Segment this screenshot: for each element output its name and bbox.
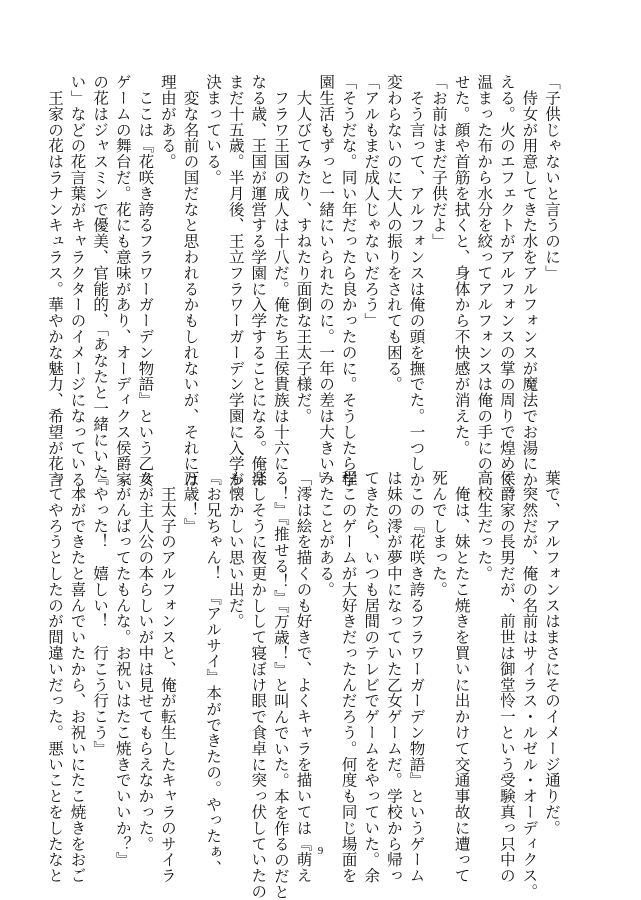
text-line: 『やった！ 嬉しい！ 行こう行こう』 — [91, 470, 110, 757]
text-line: みたことがある。 — [317, 470, 336, 598]
text-block-bottom — [43, 470, 563, 900]
text-line: 変な名前の国だなと思われるかもしれないが、それには — [181, 74, 200, 488]
text-line: 葉で、アルフォンスはまさにそのイメージ通りだ。 — [543, 470, 561, 836]
text-line: も懐かしい思い出だ。 — [226, 470, 245, 629]
text-line: 侯爵家の長男だが、前世は御堂怜一という受験真っ只中の — [497, 470, 516, 884]
text-line: 「澪は絵を描くのも好きで、よくキャラを描いては『萌え — [294, 470, 313, 884]
text-line: 俺は、妹とたこ焼きを買いに出かけて交通事故に遭って — [452, 470, 471, 884]
text-line: い」などの花言葉がキャラクターのイメージになっている。 — [68, 74, 87, 504]
text-line: ゲームの舞台だ。花にも意味があり、オーディクス侯爵家 — [113, 74, 132, 488]
text-line: 大人びてみたり、すねたり面倒な王太子様だ。 — [294, 74, 313, 424]
text-line: せた。顔や首筋を拭くと、身体から不快感が消えた。 — [452, 74, 471, 456]
text-line: 「アルもまだ成人じゃないだろう」 — [362, 74, 381, 329]
text-line: 『お兄ちゃん！ 『アルサイ』本ができたの。やったぁ、 — [204, 470, 223, 876]
text-line: 園生活もずっと一緒にいられたのに。一年の差は大きい」 — [317, 74, 336, 488]
text-line: 決まっている。 — [204, 74, 223, 186]
text-line: スが主人公の本らしいが中は見せてもらえなかった。 — [136, 470, 155, 852]
text-line: そう言って、アルフォンスは俺の頭を撫でた。一つしか — [407, 74, 426, 488]
text-line: る！』『推せる！』『万歳！』と叫んでいた。本を作るのだと — [271, 470, 290, 900]
text-line: ここは『花咲き誇るフラワーガーデン物語』という乙女 — [136, 74, 155, 488]
text-line: 王太子のアルフォンスと、俺が転生したキャラのサイラ — [158, 470, 177, 884]
text-line: 万歳！』 — [181, 470, 200, 534]
text-line: 突然だが、俺の名前はサイラス・ルゼル・オーディクス。 — [520, 470, 539, 900]
text-line: 温まった布から水分を絞ってアルフォンスは俺の手にの — [475, 74, 494, 472]
text-line: 「子供じゃないと言うのに」 — [543, 74, 561, 281]
text-line: この『花咲き誇るフラワーガーデン物語』というゲーム — [407, 470, 426, 884]
text-line: 死んでしまった。 — [430, 470, 449, 598]
text-line: 侍女が用意してきた水をアルフォンスが魔法でお湯にか — [520, 74, 539, 488]
text-line: 王家の花はラナンキュラス。華やかな魅力、希望が花言 — [45, 74, 64, 488]
page-number: 9 — [317, 845, 324, 857]
text-line: 高校生だった。 — [475, 470, 494, 582]
text-line: は妹の澪が夢中になっていた乙女ゲームだ。学校から帰っ — [384, 470, 403, 884]
text-line: の花はジャスミンで優美、官能的、「あなたと一緒にいた — [91, 74, 110, 480]
text-line: 程このゲームが大好きだったんだろう。何度も同じ場面を — [339, 470, 358, 884]
text-line: まだ十五歳。半月後、王立フラワーガーデン学園に入学が — [226, 74, 245, 488]
text-line: 「そうだな。同い年だったら良かったのに。そうしたら学 — [339, 74, 358, 488]
text-line: 理由がある。 — [158, 74, 177, 170]
text-line: える。火のエフェクトがアルフォンスの掌の周りで煌めく。 — [497, 74, 516, 504]
text-line: 『がんばってたもんな。お祝いはたこ焼きでいいか？』 — [113, 470, 132, 868]
text-line: ってやろうとしたのが間違いだった。悪いことをしたなと — [45, 470, 64, 884]
text-line: 「お前はまだ子供だよ」 — [430, 74, 449, 249]
text-line: フラワ王国の成人は十八だ。俺たち王侯貴族は十六に — [271, 74, 290, 472]
text-line: 楽しそうに夜更かしして寝ぼけ眼で食卓に突っ伏していたの — [249, 470, 268, 900]
text-line: なる歳、王国が運営する学園に入学することになる。俺は — [249, 74, 268, 488]
text-line: 本ができたと喜んでいたから、お祝いにたこ焼きをおご — [68, 470, 87, 884]
text-line: てきたら、いつも居間のテレビでゲームをやっていた。余 — [362, 470, 381, 884]
text-line: 変わらないのに大人の振りをされても困る。 — [384, 74, 403, 392]
